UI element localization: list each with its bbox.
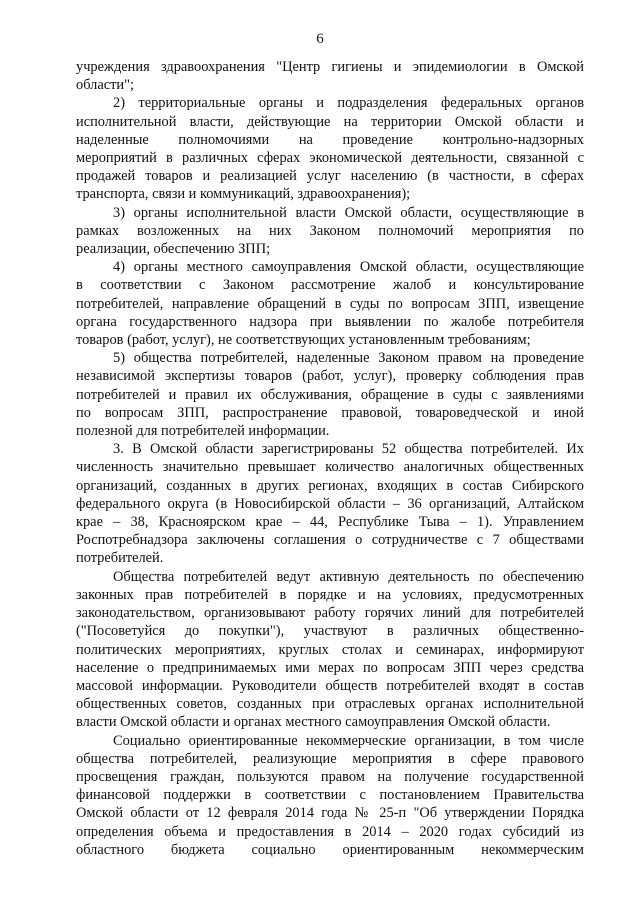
text-line: исполнительной власти, действующие на территории Омской области и (76, 113, 584, 130)
paragraph (76, 258, 584, 349)
text-line: ("Посоветуйся до покупки"), участвуют в различных общественно- (76, 623, 584, 640)
text-line: Социально ориентированные некоммерческие организации, в том числе (113, 732, 584, 749)
text-line: 3. В Омской области зарегистрированы 52 общества потребителей. Их (113, 441, 584, 458)
text-line: реализации, обеспечению ЗПП; (76, 241, 271, 258)
text-line: рамках возложенных на них Законом полномочий мероприятия по (76, 222, 584, 239)
text-line: Общества потребителей ведут активную деятельность по обеспечению (113, 568, 584, 585)
paragraph (76, 568, 584, 732)
text-line: общественных советов, созданных при отраслевых органах исполнительной (76, 696, 584, 713)
text-line: Роспотребнадзора заключены соглашения о сотрудничестве с 7 обществами (76, 532, 584, 549)
text-line: законодательством, организовывают работу горячих линий для потребителей (76, 605, 584, 622)
text-line: органа государственного надзора при выявлении по жалобе потребителя (76, 313, 584, 330)
text-line: 5) общества потребителей, наделенные Законом правом на проведение (113, 350, 584, 367)
text-line: областного бюджета социально ориентированным некоммерческим (76, 841, 584, 858)
text-line: 4) органы местного самоуправления Омской области, осуществляющие (113, 259, 584, 276)
text-line: учреждения здравоохранения "Центр гигиены и эпидемиологии в Омской (76, 59, 584, 75)
text-line: Омской области от 12 февраля 2014 года № 25-п "Об утверждении Порядка (76, 805, 584, 822)
text-line: в соответствии с Законом рассмотрение жалоб и консультирование (76, 277, 584, 294)
text-line: 3) органы исполнительной власти Омской области, осуществляющие в (113, 204, 584, 221)
document-body (76, 58, 584, 859)
text-line: продажей товаров и реализацией услуг населению (в частности, в сферах (76, 168, 584, 185)
text-line: крае – 38, Красноярском крае – 44, Республике Тыва – 1). Управлением (76, 514, 584, 531)
text-line: области"; (76, 77, 134, 94)
text-line: транспорта, связи и коммуникаций, здравоохранения); (76, 186, 411, 203)
text-line: потребителей и правил их обслуживания, обращение в суды с заявлениями (76, 386, 584, 403)
paragraph (76, 204, 584, 259)
text-line: финансовой поддержки в соответствии с постановлением Правительства (76, 787, 584, 804)
text-line: просвещения граждан, пользуются правом на получение государственной (76, 768, 584, 785)
text-line: законных прав потребителей в порядке и на условиях, предусмотренных (76, 586, 584, 603)
text-line: население о предпринимаемых ими мерах по вопросам ЗПП через средства (76, 659, 584, 676)
text-line: по вопросам ЗПП, распространение правовой, товароведческой и иной (76, 404, 584, 421)
page-number: 6 (316, 31, 324, 47)
text-line: политических мероприятиях, круглых столах и семинарах, информируют (76, 641, 584, 658)
text-line: полезной для потребителей информации. (76, 423, 330, 440)
text-line: общества потребителей, реализующие мероприятия в сфере правового (76, 750, 584, 767)
text-line: численность значительно превышает количество аналогичных общественных (76, 459, 584, 476)
text-line: массовой информации. Руководители обществ потребителей входят в состав (76, 677, 584, 694)
paragraph (76, 732, 584, 859)
text-line: 2) территориальные органы и подразделения федеральных органов (113, 95, 584, 112)
paragraph (76, 440, 584, 567)
text-line: мероприятий в различных сферах экономической деятельности, связанной с (76, 150, 584, 167)
paragraph (76, 349, 584, 440)
text-line: товаров (работ, услуг), не соответствующих установленным требованиям; (76, 332, 531, 349)
paragraph (76, 94, 584, 203)
text-line: наделенные полномочиями на проведение контрольно-надзорных (76, 131, 584, 148)
text-line: федерального округа (в Новосибирской области – 36 организаций, Алтайском (76, 495, 584, 512)
text-line: власти Омской области и органах местного самоуправления Омской области. (76, 714, 551, 731)
text-line: независимой экспертизы товаров (работ, услуг), проверку соблюдения прав (76, 368, 584, 385)
text-line: определения объема и предоставления в 2014 – 2020 годах субсидий из (76, 823, 584, 840)
text-line: потребителей, направление обращений в суды по вопросам ЗПП, извещение (76, 295, 584, 312)
paragraph (76, 58, 584, 94)
text-line: организаций, созданных в других регионах, входящих в состав Сибирского (76, 477, 584, 494)
text-line: потребителей. (76, 550, 164, 567)
